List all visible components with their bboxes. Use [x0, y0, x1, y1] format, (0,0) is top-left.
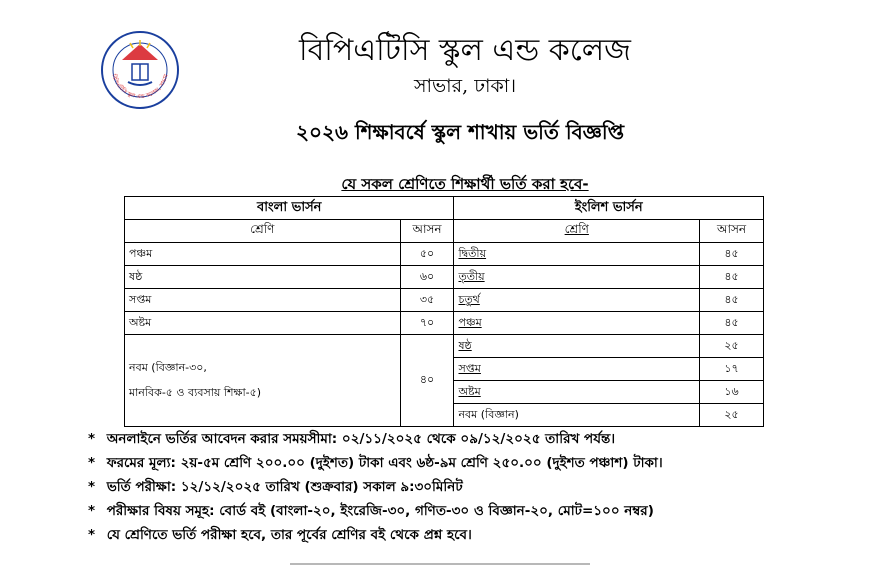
- notice-title: ২০২৬ শিক্ষাবর্ষে স্কুল শাখায় ভর্তি বিজ্ঞপ্তি: [295, 120, 625, 144]
- bangla-class-nine: [125, 335, 401, 427]
- bullet-icon: *: [88, 527, 96, 543]
- cut-off-next-line: [290, 563, 590, 572]
- school-logo: [100, 30, 180, 110]
- english-seat-col: আসন: [700, 220, 764, 243]
- english-seats: ২৫: [700, 335, 764, 358]
- list-item-text: ফরমের মূল্য: ২য়-৫ম শ্রেণি ২০০.০০ (দুইশত) টাকা এবং ৬ষ্ঠ-৯ম শ্রেণি ২৫০.০০ (দুইশত পঞ্চাশ) টাকা।: [106, 455, 663, 471]
- english-class: তৃতীয়: [454, 266, 700, 289]
- table-row: [125, 266, 764, 289]
- list-item: [88, 427, 878, 451]
- english-class: পঞ্চম: [454, 312, 700, 335]
- table-row: [125, 312, 764, 335]
- bullet-icon: *: [88, 479, 96, 495]
- bangla-seats: ৩৫: [400, 289, 454, 312]
- bullet-icon: *: [88, 503, 96, 519]
- bangla-seat-col: আসন: [400, 220, 454, 243]
- bangla-class: অষ্টম: [125, 312, 401, 335]
- list-item-text: যে শ্রেণিতে ভর্তি পরীক্ষা হবে, তার পূর্বের শ্রেণির বই থেকে প্রশ্ন হবে।: [106, 527, 472, 543]
- list-item: [88, 451, 878, 475]
- list-item: [88, 475, 878, 499]
- bullet-icon: *: [88, 455, 96, 471]
- bangla-class: পঞ্চম: [125, 243, 401, 266]
- table-row: [125, 335, 764, 358]
- list-item-text: অনলাইনে ভর্তির আবেদন করার সময়সীমা: ০২/১১/২০২৫ থেকে ০৯/১২/২০২৫ তারিখ পর্যন্ত।: [106, 431, 616, 447]
- english-seats: ৪৫: [700, 312, 764, 335]
- bangla-seats: ৭০: [400, 312, 454, 335]
- english-class: অষ্টম: [454, 381, 700, 404]
- list-item: [88, 523, 878, 547]
- bangla-nine-seats: ৪০: [400, 335, 454, 427]
- bullet-icon: *: [88, 431, 96, 447]
- table-header-row: [125, 197, 764, 220]
- english-class: চতুর্থ: [454, 289, 700, 312]
- english-class: দ্বিতীয়: [454, 243, 700, 266]
- english-class: নবম (বিজ্ঞান): [454, 404, 700, 427]
- bangla-seats: ৫০: [400, 243, 454, 266]
- bangla-class: সপ্তম: [125, 289, 401, 312]
- english-class: সপ্তম: [454, 358, 700, 381]
- table-row: [125, 243, 764, 266]
- section-title: যে সকল শ্রেণিতে শিক্ষার্থী ভর্তি করা হবে-: [341, 175, 589, 193]
- bangla-nine-line1: নবম (বিজ্ঞান-৩০,: [129, 360, 207, 374]
- english-class-col: শ্রেণি: [454, 220, 700, 243]
- bangla-nine-line2: মানবিক-৫ ও ব্যবসায় শিক্ষা-৫): [129, 385, 262, 399]
- svg-text:বিপিএটিসি স্কুল এন্ড কলেজ, সাভ: বিপিএটিসি স্কুল এন্ড কলেজ, সাভার: [110, 73, 170, 101]
- english-seats: ২৫: [700, 404, 764, 427]
- english-class: ষষ্ঠ: [454, 335, 700, 358]
- list-item-text: ভর্তি পরীক্ষা: ১২/১২/২০২৫ তারিখ (শুক্রবার) সকাল ৯:৩০মিনিট: [106, 479, 463, 495]
- list-item-text: পরীক্ষার বিষয় সমূহ: বোর্ড বই (বাংলা-২০, ইংরেজি-৩০, গণিত-৩০ ও বিজ্ঞান-২০, মোট=১০০ নম্বর): [106, 503, 654, 519]
- bangla-version-header: বাংলা ভার্সন: [125, 197, 454, 220]
- bangla-seats: ৬০: [400, 266, 454, 289]
- school-location: সাভার, ঢাকা।: [413, 75, 517, 97]
- english-version-header: ইংলিশ ভার্সন: [454, 197, 764, 220]
- english-seats: ১৬: [700, 381, 764, 404]
- english-seats: ৪৫: [700, 266, 764, 289]
- english-seats: ৪৫: [700, 243, 764, 266]
- table-row: [125, 289, 764, 312]
- school-name: বিপিএটিসি স্কুল এন্ড কলেজ: [299, 33, 631, 68]
- english-seats: ১৭: [700, 358, 764, 381]
- bangla-class-col: শ্রেণি: [125, 220, 401, 243]
- table-subheader-row: [125, 220, 764, 243]
- seat-table: [124, 196, 764, 427]
- info-list: [88, 427, 878, 547]
- list-item: [88, 499, 878, 523]
- bangla-class: ষষ্ঠ: [125, 266, 401, 289]
- english-seats: ৪৫: [700, 289, 764, 312]
